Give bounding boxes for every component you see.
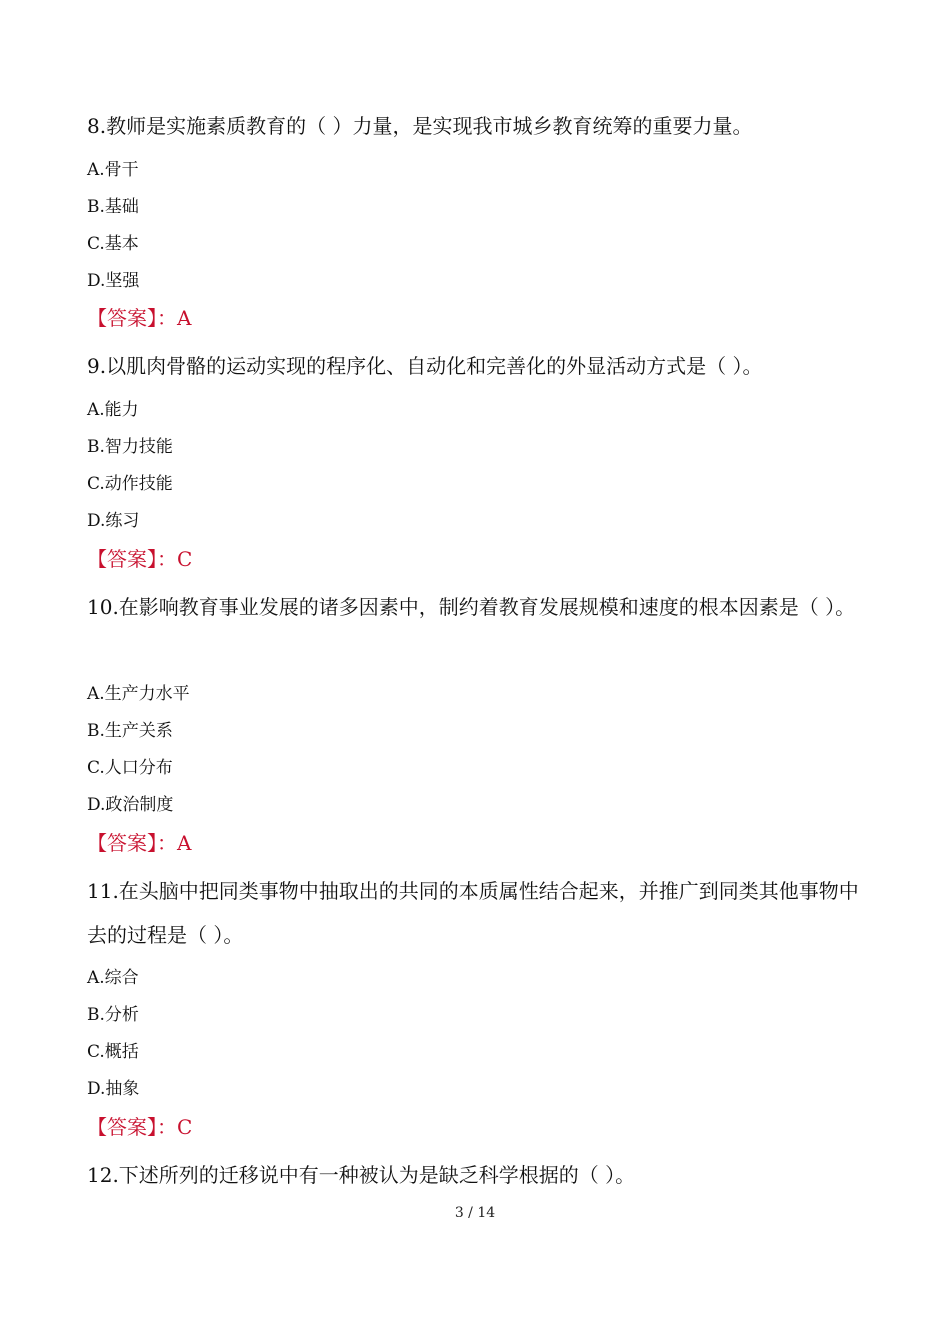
question-10-option-a: A.生产力水平 <box>87 684 190 704</box>
question-11-stem: 11.在头脑中把同类事物中抽取出的共同的本质属性结合起来，并推广到同类其他事物中去的过程是（ ）。 <box>87 879 859 947</box>
question-8-option-b: B.基础 <box>87 197 139 217</box>
question-11-answer: 【答案】：C <box>87 1115 193 1139</box>
question-11-option-a: A.综合 <box>87 968 139 988</box>
question-9-option-b: B.智力技能 <box>87 437 173 457</box>
question-10-option-c: C.人口分布 <box>87 758 173 778</box>
question-9-option-c: C.动作技能 <box>87 474 173 494</box>
question-8-option-a: A.骨干 <box>87 160 139 180</box>
question-9-option-a: A.能力 <box>87 400 139 420</box>
question-12-stem: 12.下述所列的迁移说中有一种被认为是缺乏科学根据的（ ）。 <box>87 1163 636 1187</box>
question-9-option-d: D.练习 <box>87 511 140 531</box>
question-8-option-d: D.坚强 <box>87 271 140 291</box>
question-9-stem: 9.以肌肉骨骼的运动实现的程序化、自动化和完善化的外显活动方式是（ ）。 <box>87 354 763 378</box>
question-11-option-c: C.概括 <box>87 1042 139 1062</box>
page-number: 3 / 14 <box>454 1205 496 1221</box>
question-10-stem: 10.在影响教育事业发展的诸多因素中，制约着教育发展规模和速度的根本因素是（ ）。 <box>87 595 856 619</box>
question-8-answer: 【答案】：A <box>87 306 192 330</box>
question-9-answer: 【答案】：C <box>87 547 193 571</box>
question-10-option-b: B.生产关系 <box>87 721 173 741</box>
question-8-option-c: C.基本 <box>87 234 139 254</box>
question-10-option-d: D.政治制度 <box>87 795 174 815</box>
question-8-stem: 8.教师是实施素质教育的（ ）力量，是实现我市城乡教育统筹的重要力量。 <box>87 114 753 138</box>
question-10-answer: 【答案】：A <box>87 831 192 855</box>
question-11-option-b: B.分析 <box>87 1005 139 1025</box>
question-11-option-d: D.抽象 <box>87 1079 140 1099</box>
